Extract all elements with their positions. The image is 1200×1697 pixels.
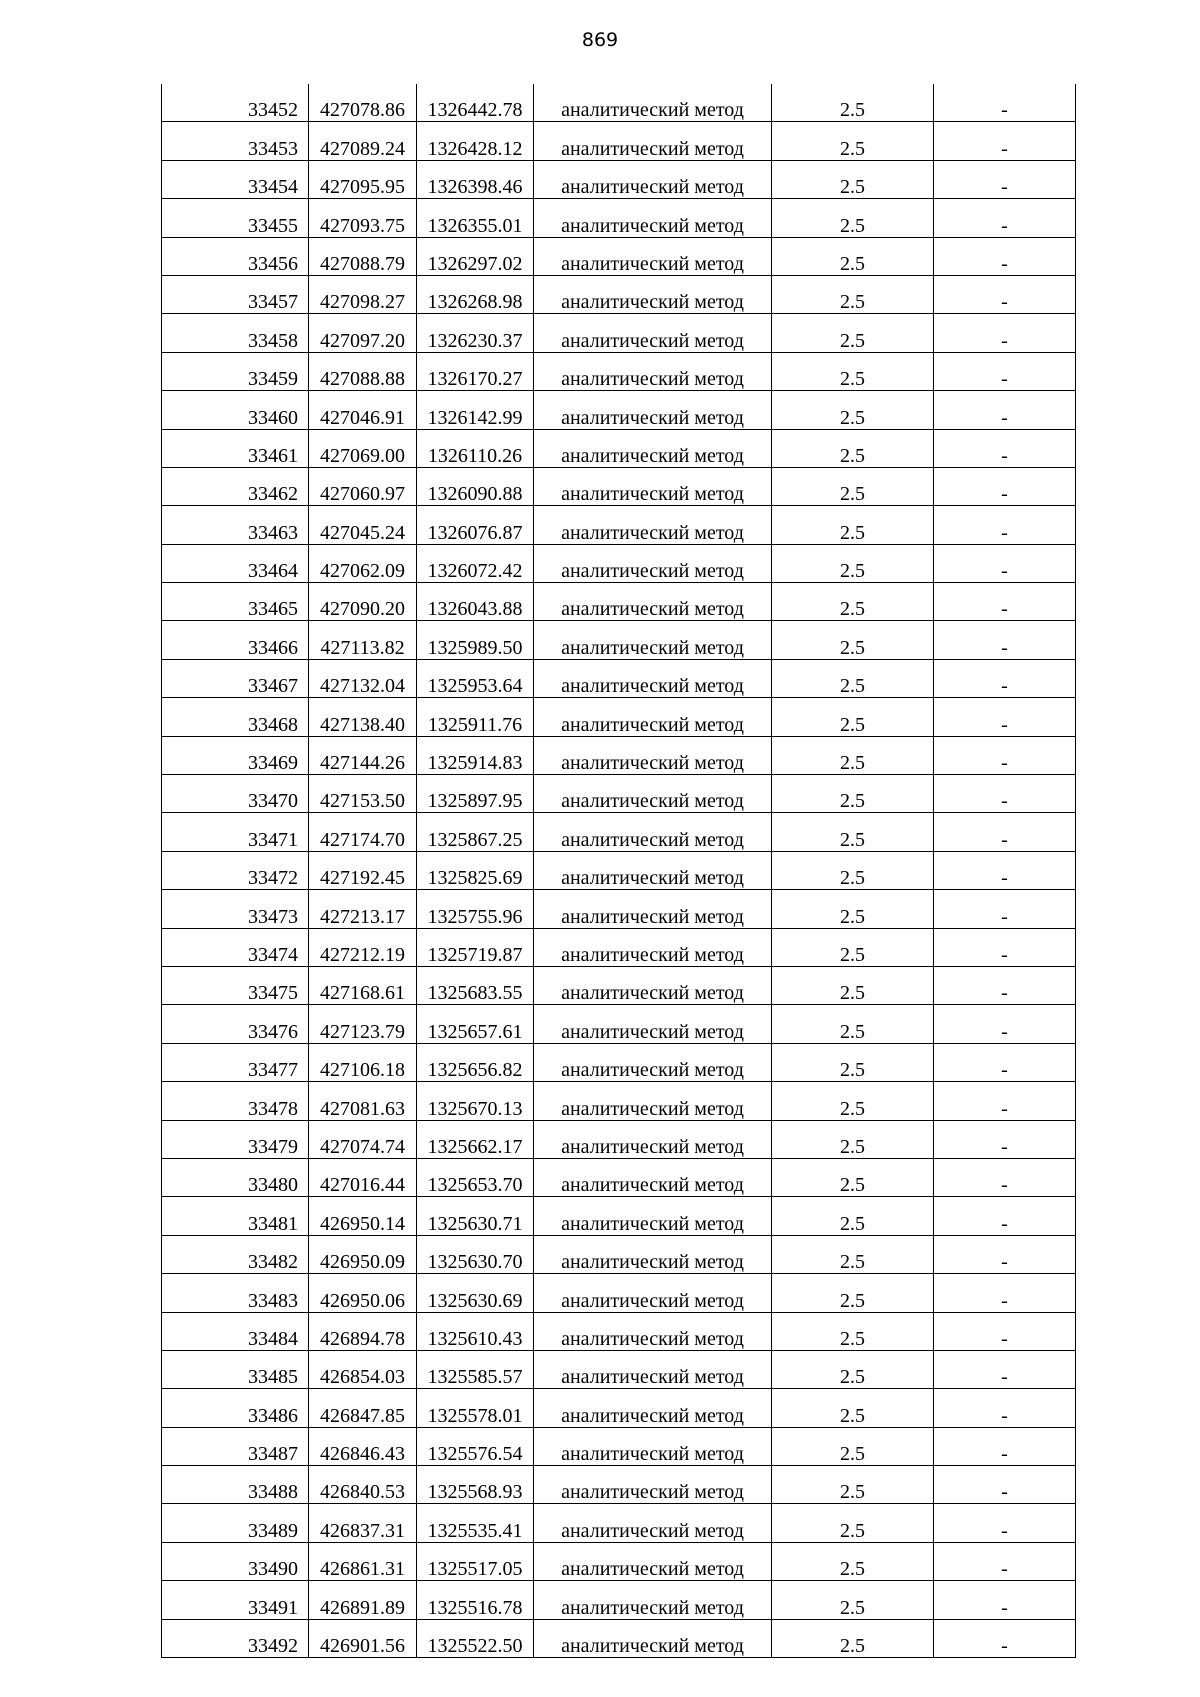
description-cell: -: [934, 1504, 1076, 1542]
y-coordinate-cell: 1325657.61: [417, 1005, 534, 1043]
y-coordinate-cell: 1326398.46: [417, 160, 534, 198]
x-coordinate-cell: 427081.63: [309, 1082, 417, 1120]
method-cell: аналитический метод: [534, 851, 772, 889]
table-row: [162, 1350, 1076, 1388]
accuracy-cell: 2.5: [772, 1389, 934, 1427]
table-row: [162, 813, 1076, 851]
accuracy-cell: 2.5: [772, 199, 934, 237]
point-number-cell: 33491: [162, 1581, 309, 1619]
y-coordinate-cell: 1326355.01: [417, 199, 534, 237]
point-number-cell: 33483: [162, 1274, 309, 1312]
method-cell: аналитический метод: [534, 966, 772, 1004]
x-coordinate-cell: 427123.79: [309, 1005, 417, 1043]
description-cell: -: [934, 314, 1076, 352]
accuracy-cell: 2.5: [772, 352, 934, 390]
coordinates-table: [161, 84, 1076, 1658]
x-coordinate-cell: 427132.04: [309, 659, 417, 697]
point-number-cell: 33474: [162, 928, 309, 966]
point-number-cell: 33456: [162, 237, 309, 275]
method-cell: аналитический метод: [534, 506, 772, 544]
point-number-cell: 33480: [162, 1158, 309, 1196]
table-row: [162, 314, 1076, 352]
y-coordinate-cell: 1325914.83: [417, 736, 534, 774]
method-cell: аналитический метод: [534, 544, 772, 582]
method-cell: аналитический метод: [534, 467, 772, 505]
point-number-cell: 33469: [162, 736, 309, 774]
x-coordinate-cell: 427097.20: [309, 314, 417, 352]
accuracy-cell: 2.5: [772, 621, 934, 659]
x-coordinate-cell: 427016.44: [309, 1158, 417, 1196]
method-cell: аналитический метод: [534, 659, 772, 697]
accuracy-cell: 2.5: [772, 1466, 934, 1504]
accuracy-cell: 2.5: [772, 813, 934, 851]
x-coordinate-cell: 427090.20: [309, 583, 417, 621]
y-coordinate-cell: 1325911.76: [417, 698, 534, 736]
table-row: [162, 429, 1076, 467]
description-cell: -: [934, 698, 1076, 736]
method-cell: аналитический метод: [534, 1005, 772, 1043]
x-coordinate-cell: 427153.50: [309, 775, 417, 813]
point-number-cell: 33461: [162, 429, 309, 467]
method-cell: аналитический метод: [534, 84, 772, 122]
table-row: [162, 1120, 1076, 1158]
y-coordinate-cell: 1325989.50: [417, 621, 534, 659]
point-number-cell: 33471: [162, 813, 309, 851]
accuracy-cell: 2.5: [772, 736, 934, 774]
x-coordinate-cell: 427098.27: [309, 275, 417, 313]
description-cell: -: [934, 391, 1076, 429]
y-coordinate-cell: 1326170.27: [417, 352, 534, 390]
y-coordinate-cell: 1326230.37: [417, 314, 534, 352]
y-coordinate-cell: 1325630.71: [417, 1197, 534, 1235]
table-row: [162, 391, 1076, 429]
point-number-cell: 33460: [162, 391, 309, 429]
y-coordinate-cell: 1326268.98: [417, 275, 534, 313]
x-coordinate-cell: 426846.43: [309, 1427, 417, 1465]
accuracy-cell: 2.5: [772, 1235, 934, 1273]
accuracy-cell: 2.5: [772, 314, 934, 352]
y-coordinate-cell: 1325653.70: [417, 1158, 534, 1196]
accuracy-cell: 2.5: [772, 275, 934, 313]
point-number-cell: 33464: [162, 544, 309, 582]
x-coordinate-cell: 427062.09: [309, 544, 417, 582]
method-cell: аналитический метод: [534, 928, 772, 966]
description-cell: -: [934, 1005, 1076, 1043]
x-coordinate-cell: 426894.78: [309, 1312, 417, 1350]
accuracy-cell: 2.5: [772, 1274, 934, 1312]
description-cell: -: [934, 1120, 1076, 1158]
description-cell: -: [934, 813, 1076, 851]
table-row: [162, 736, 1076, 774]
accuracy-cell: 2.5: [772, 84, 934, 122]
description-cell: -: [934, 1466, 1076, 1504]
y-coordinate-cell: 1326072.42: [417, 544, 534, 582]
method-cell: аналитический метод: [534, 1350, 772, 1388]
y-coordinate-cell: 1326090.88: [417, 467, 534, 505]
x-coordinate-cell: 427093.75: [309, 199, 417, 237]
x-coordinate-cell: 426854.03: [309, 1350, 417, 1388]
method-cell: аналитический метод: [534, 237, 772, 275]
table-row: [162, 199, 1076, 237]
description-cell: -: [934, 1619, 1076, 1657]
method-cell: аналитический метод: [534, 1274, 772, 1312]
accuracy-cell: 2.5: [772, 1197, 934, 1235]
method-cell: аналитический метод: [534, 122, 772, 160]
y-coordinate-cell: 1325516.78: [417, 1581, 534, 1619]
method-cell: аналитический метод: [534, 275, 772, 313]
table-row: [162, 1389, 1076, 1427]
y-coordinate-cell: 1325867.25: [417, 813, 534, 851]
table-row: [162, 84, 1076, 122]
x-coordinate-cell: 427144.26: [309, 736, 417, 774]
accuracy-cell: 2.5: [772, 391, 934, 429]
table-row: [162, 851, 1076, 889]
accuracy-cell: 2.5: [772, 429, 934, 467]
method-cell: аналитический метод: [534, 429, 772, 467]
description-cell: -: [934, 621, 1076, 659]
table-row: [162, 1274, 1076, 1312]
accuracy-cell: 2.5: [772, 775, 934, 813]
description-cell: -: [934, 928, 1076, 966]
method-cell: аналитический метод: [534, 890, 772, 928]
point-number-cell: 33487: [162, 1427, 309, 1465]
accuracy-cell: 2.5: [772, 1504, 934, 1542]
y-coordinate-cell: 1326442.78: [417, 84, 534, 122]
accuracy-cell: 2.5: [772, 851, 934, 889]
description-cell: -: [934, 1158, 1076, 1196]
method-cell: аналитический метод: [534, 621, 772, 659]
method-cell: аналитический метод: [534, 1581, 772, 1619]
x-coordinate-cell: 427192.45: [309, 851, 417, 889]
point-number-cell: 33472: [162, 851, 309, 889]
accuracy-cell: 2.5: [772, 237, 934, 275]
table-row: [162, 775, 1076, 813]
method-cell: аналитический метод: [534, 1389, 772, 1427]
table-row: [162, 1427, 1076, 1465]
point-number-cell: 33465: [162, 583, 309, 621]
point-number-cell: 33476: [162, 1005, 309, 1043]
x-coordinate-cell: 427060.97: [309, 467, 417, 505]
x-coordinate-cell: 427074.74: [309, 1120, 417, 1158]
table-row: [162, 1466, 1076, 1504]
description-cell: -: [934, 467, 1076, 505]
y-coordinate-cell: 1326428.12: [417, 122, 534, 160]
point-number-cell: 33475: [162, 966, 309, 1004]
x-coordinate-cell: 426891.89: [309, 1581, 417, 1619]
y-coordinate-cell: 1326297.02: [417, 237, 534, 275]
accuracy-cell: 2.5: [772, 1005, 934, 1043]
table-row: [162, 467, 1076, 505]
x-coordinate-cell: 427069.00: [309, 429, 417, 467]
y-coordinate-cell: 1325576.54: [417, 1427, 534, 1465]
x-coordinate-cell: 427212.19: [309, 928, 417, 966]
description-cell: -: [934, 1389, 1076, 1427]
x-coordinate-cell: 427088.79: [309, 237, 417, 275]
method-cell: аналитический метод: [534, 1235, 772, 1273]
y-coordinate-cell: 1325897.95: [417, 775, 534, 813]
accuracy-cell: 2.5: [772, 1581, 934, 1619]
x-coordinate-cell: 426901.56: [309, 1619, 417, 1657]
point-number-cell: 33459: [162, 352, 309, 390]
point-number-cell: 33457: [162, 275, 309, 313]
method-cell: аналитический метод: [534, 1043, 772, 1081]
table-row: [162, 1158, 1076, 1196]
y-coordinate-cell: 1325517.05: [417, 1542, 534, 1580]
accuracy-cell: 2.5: [772, 1158, 934, 1196]
description-cell: -: [934, 160, 1076, 198]
accuracy-cell: 2.5: [772, 160, 934, 198]
table-row: [162, 544, 1076, 582]
x-coordinate-cell: 427138.40: [309, 698, 417, 736]
description-cell: -: [934, 736, 1076, 774]
page-number: 869: [581, 29, 619, 51]
accuracy-cell: 2.5: [772, 1619, 934, 1657]
y-coordinate-cell: 1325610.43: [417, 1312, 534, 1350]
x-coordinate-cell: 426950.06: [309, 1274, 417, 1312]
method-cell: аналитический метод: [534, 160, 772, 198]
y-coordinate-cell: 1325630.70: [417, 1235, 534, 1273]
x-coordinate-cell: 426837.31: [309, 1504, 417, 1542]
point-number-cell: 33468: [162, 698, 309, 736]
accuracy-cell: 2.5: [772, 1350, 934, 1388]
accuracy-cell: 2.5: [772, 467, 934, 505]
method-cell: аналитический метод: [534, 775, 772, 813]
method-cell: аналитический метод: [534, 1197, 772, 1235]
method-cell: аналитический метод: [534, 1158, 772, 1196]
point-number-cell: 33473: [162, 890, 309, 928]
method-cell: аналитический метод: [534, 1542, 772, 1580]
description-cell: -: [934, 237, 1076, 275]
accuracy-cell: 2.5: [772, 966, 934, 1004]
point-number-cell: 33453: [162, 122, 309, 160]
y-coordinate-cell: 1325578.01: [417, 1389, 534, 1427]
method-cell: аналитический метод: [534, 352, 772, 390]
description-cell: -: [934, 199, 1076, 237]
y-coordinate-cell: 1325535.41: [417, 1504, 534, 1542]
method-cell: аналитический метод: [534, 391, 772, 429]
point-number-cell: 33488: [162, 1466, 309, 1504]
y-coordinate-cell: 1325522.50: [417, 1619, 534, 1657]
x-coordinate-cell: 427213.17: [309, 890, 417, 928]
table-row: [162, 1082, 1076, 1120]
table-row: [162, 583, 1076, 621]
table-row: [162, 1235, 1076, 1273]
y-coordinate-cell: 1325670.13: [417, 1082, 534, 1120]
y-coordinate-cell: 1325656.82: [417, 1043, 534, 1081]
method-cell: аналитический метод: [534, 1427, 772, 1465]
table-row: [162, 506, 1076, 544]
x-coordinate-cell: 426950.14: [309, 1197, 417, 1235]
y-coordinate-cell: 1325585.57: [417, 1350, 534, 1388]
x-coordinate-cell: 426950.09: [309, 1235, 417, 1273]
x-coordinate-cell: 427045.24: [309, 506, 417, 544]
description-cell: -: [934, 1581, 1076, 1619]
method-cell: аналитический метод: [534, 1082, 772, 1120]
method-cell: аналитический метод: [534, 1312, 772, 1350]
table-row: [162, 928, 1076, 966]
y-coordinate-cell: 1325719.87: [417, 928, 534, 966]
coordinates-table-body: [162, 84, 1076, 1658]
table-row: [162, 966, 1076, 1004]
x-coordinate-cell: 427106.18: [309, 1043, 417, 1081]
method-cell: аналитический метод: [534, 1120, 772, 1158]
table-row: [162, 237, 1076, 275]
point-number-cell: 33454: [162, 160, 309, 198]
point-number-cell: 33452: [162, 84, 309, 122]
description-cell: -: [934, 966, 1076, 1004]
y-coordinate-cell: 1326142.99: [417, 391, 534, 429]
table-row: [162, 1005, 1076, 1043]
table-row: [162, 275, 1076, 313]
y-coordinate-cell: 1325683.55: [417, 966, 534, 1004]
accuracy-cell: 2.5: [772, 122, 934, 160]
point-number-cell: 33462: [162, 467, 309, 505]
x-coordinate-cell: 426861.31: [309, 1542, 417, 1580]
point-number-cell: 33484: [162, 1312, 309, 1350]
table-row: [162, 160, 1076, 198]
description-cell: -: [934, 1082, 1076, 1120]
y-coordinate-cell: 1325953.64: [417, 659, 534, 697]
description-cell: -: [934, 1235, 1076, 1273]
table-row: [162, 659, 1076, 697]
point-number-cell: 33479: [162, 1120, 309, 1158]
x-coordinate-cell: 427095.95: [309, 160, 417, 198]
y-coordinate-cell: 1326076.87: [417, 506, 534, 544]
description-cell: -: [934, 1274, 1076, 1312]
method-cell: аналитический метод: [534, 736, 772, 774]
point-number-cell: 33492: [162, 1619, 309, 1657]
method-cell: аналитический метод: [534, 698, 772, 736]
method-cell: аналитический метод: [534, 583, 772, 621]
accuracy-cell: 2.5: [772, 583, 934, 621]
description-cell: -: [934, 583, 1076, 621]
x-coordinate-cell: 426840.53: [309, 1466, 417, 1504]
point-number-cell: 33485: [162, 1350, 309, 1388]
accuracy-cell: 2.5: [772, 506, 934, 544]
y-coordinate-cell: 1325662.17: [417, 1120, 534, 1158]
description-cell: -: [934, 275, 1076, 313]
description-cell: -: [934, 1427, 1076, 1465]
point-number-cell: 33466: [162, 621, 309, 659]
accuracy-cell: 2.5: [772, 890, 934, 928]
description-cell: -: [934, 1542, 1076, 1580]
description-cell: -: [934, 1350, 1076, 1388]
point-number-cell: 33489: [162, 1504, 309, 1542]
description-cell: -: [934, 84, 1076, 122]
x-coordinate-cell: 427089.24: [309, 122, 417, 160]
table-row: [162, 890, 1076, 928]
accuracy-cell: 2.5: [772, 1542, 934, 1580]
point-number-cell: 33463: [162, 506, 309, 544]
x-coordinate-cell: 427174.70: [309, 813, 417, 851]
x-coordinate-cell: 427088.88: [309, 352, 417, 390]
method-cell: аналитический метод: [534, 1504, 772, 1542]
point-number-cell: 33486: [162, 1389, 309, 1427]
y-coordinate-cell: 1326043.88: [417, 583, 534, 621]
y-coordinate-cell: 1325630.69: [417, 1274, 534, 1312]
description-cell: -: [934, 1197, 1076, 1235]
accuracy-cell: 2.5: [772, 1043, 934, 1081]
accuracy-cell: 2.5: [772, 1312, 934, 1350]
y-coordinate-cell: 1325568.93: [417, 1466, 534, 1504]
x-coordinate-cell: 426847.85: [309, 1389, 417, 1427]
y-coordinate-cell: 1325755.96: [417, 890, 534, 928]
table-row: [162, 122, 1076, 160]
description-cell: -: [934, 429, 1076, 467]
description-cell: -: [934, 1043, 1076, 1081]
table-row: [162, 1542, 1076, 1580]
point-number-cell: 33478: [162, 1082, 309, 1120]
table-row: [162, 1043, 1076, 1081]
table-row: [162, 1197, 1076, 1235]
x-coordinate-cell: 427168.61: [309, 966, 417, 1004]
accuracy-cell: 2.5: [772, 544, 934, 582]
description-cell: -: [934, 352, 1076, 390]
accuracy-cell: 2.5: [772, 928, 934, 966]
description-cell: -: [934, 122, 1076, 160]
accuracy-cell: 2.5: [772, 1120, 934, 1158]
description-cell: -: [934, 1312, 1076, 1350]
table-row: [162, 621, 1076, 659]
description-cell: -: [934, 775, 1076, 813]
table-row: [162, 698, 1076, 736]
point-number-cell: 33482: [162, 1235, 309, 1273]
description-cell: -: [934, 851, 1076, 889]
point-number-cell: 33470: [162, 775, 309, 813]
method-cell: аналитический метод: [534, 813, 772, 851]
x-coordinate-cell: 427046.91: [309, 391, 417, 429]
point-number-cell: 33477: [162, 1043, 309, 1081]
table-row: [162, 352, 1076, 390]
y-coordinate-cell: 1325825.69: [417, 851, 534, 889]
table-row: [162, 1504, 1076, 1542]
y-coordinate-cell: 1326110.26: [417, 429, 534, 467]
method-cell: аналитический метод: [534, 314, 772, 352]
point-number-cell: 33455: [162, 199, 309, 237]
accuracy-cell: 2.5: [772, 1082, 934, 1120]
accuracy-cell: 2.5: [772, 1427, 934, 1465]
description-cell: -: [934, 659, 1076, 697]
table-row: [162, 1619, 1076, 1657]
table-row: [162, 1312, 1076, 1350]
accuracy-cell: 2.5: [772, 698, 934, 736]
x-coordinate-cell: 427113.82: [309, 621, 417, 659]
point-number-cell: 33481: [162, 1197, 309, 1235]
description-cell: -: [934, 890, 1076, 928]
method-cell: аналитический метод: [534, 1466, 772, 1504]
point-number-cell: 33490: [162, 1542, 309, 1580]
accuracy-cell: 2.5: [772, 659, 934, 697]
x-coordinate-cell: 427078.86: [309, 84, 417, 122]
point-number-cell: 33458: [162, 314, 309, 352]
description-cell: -: [934, 506, 1076, 544]
table-row: [162, 1581, 1076, 1619]
method-cell: аналитический метод: [534, 1619, 772, 1657]
description-cell: -: [934, 544, 1076, 582]
point-number-cell: 33467: [162, 659, 309, 697]
method-cell: аналитический метод: [534, 199, 772, 237]
